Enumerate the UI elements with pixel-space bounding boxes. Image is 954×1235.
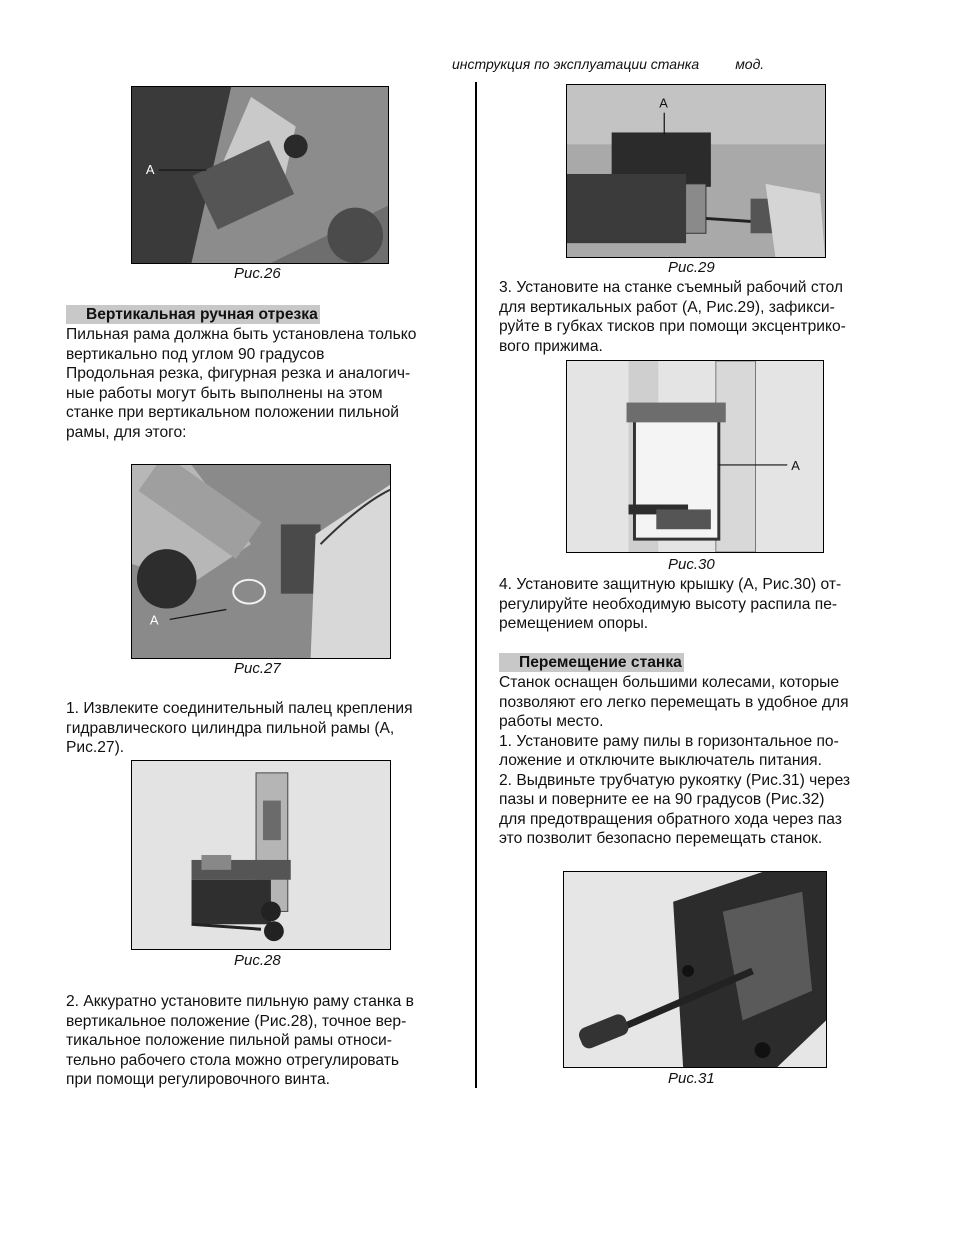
column-divider (475, 82, 477, 1088)
step-3-text: 3. Установите на станке съемный рабочий стол для вертикальных работ (А, Рис.29), зафикси- руйте в губках тисков при помощи эксцентрико- вого прижима. (499, 279, 846, 355)
figure-31-image (563, 871, 827, 1068)
figure-29-image (566, 84, 826, 258)
step-1-text: 1. Извлеките соединительный палец крепления гидравлического цилиндра пильной рамы (А, Рис.27). (66, 700, 413, 756)
moving-paragraph: Станок оснащен большими колесами, которые позволяют его легко перемещать в удобное для работы место. 1. Установите раму пилы в горизонтальное по- ложение и отключите выключатель питания. 2. Выдвиньте трубчатую рукоятку (Рис.31) через пазы и поверните ее на 90 градусов (Рис.32) для предотвращения обратного хода через паз это позволит безопасно перемещать станок. (499, 674, 851, 847)
header-title: инструкция по эксплуатации станка (452, 56, 700, 72)
figure-30-caption: Рис.30 (668, 556, 715, 573)
figure-28-caption: Рис.28 (234, 952, 281, 969)
figure-30-label: A (791, 457, 800, 473)
step-2-text: 2. Аккуратно установите пильную раму станка в вертикальное положение (Рис.28), точное вер- тикальное положение пильной рамы относи- тельно рабочего стола можно отрегулировать при помощи регулировочного винта. (66, 993, 414, 1088)
figure-27-image (131, 464, 391, 659)
figure-27-caption: Рис.27 (234, 660, 281, 677)
figure-31-caption: Рис.31 (668, 1070, 715, 1087)
figure-30-image (566, 360, 824, 553)
page-header (452, 56, 764, 72)
figure-29-label: A (659, 95, 668, 111)
figure-27-label: A (149, 612, 159, 628)
figure-26-caption: Рис.26 (234, 265, 281, 282)
section-vertical-cutting: Вертикальная ручная отрезка (66, 305, 320, 324)
figure-26-label: A (145, 162, 155, 178)
figure-26-image (131, 86, 389, 264)
vertical-cutting-paragraph: Пильная рама должна быть установлена только вертикально под углом 90 градусов Продольная резка, фигурная резка и аналогич- ные работы могут быть выполнены на этом станке при вертикальном положении пильной рамы, для этого: (66, 326, 417, 441)
section-moving-machine: Перемещение станка (499, 653, 684, 672)
header-model: мод. (735, 56, 765, 72)
figure-29-caption: Рис.29 (668, 259, 715, 276)
figure-28-image (131, 760, 391, 950)
step-4-text: 4. Установите защитную крышку (А, Рис.30) от- регулируйте необходимую высоту распила пе- ремещением опоры. (499, 576, 842, 632)
